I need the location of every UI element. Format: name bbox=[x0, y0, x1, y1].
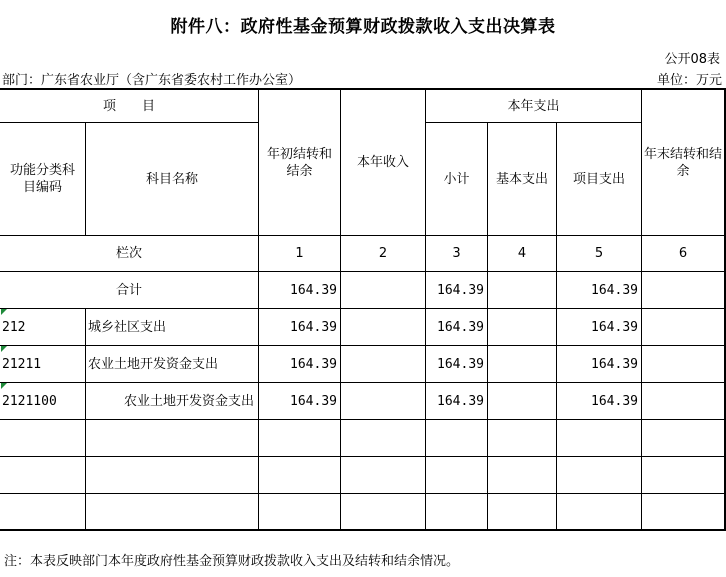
total-end-balance bbox=[642, 272, 724, 308]
row-income bbox=[341, 383, 425, 419]
row-code: 2121100 bbox=[2, 393, 57, 409]
header-func-code: 功能分类科目编码 bbox=[9, 163, 75, 195]
row-basic-expense bbox=[488, 309, 556, 345]
row-income bbox=[341, 309, 425, 345]
header-item-group: 项 目 bbox=[102, 98, 155, 114]
row-subtotal: 164.39 bbox=[437, 319, 484, 335]
header-income: 本年收入 bbox=[356, 155, 409, 170]
header-begin-balance: 年初结转和结余 bbox=[266, 146, 332, 179]
row-code: 21211 bbox=[2, 356, 42, 372]
row-project-expense: 164.39 bbox=[591, 319, 638, 335]
index-col-2: 2 bbox=[378, 246, 388, 261]
index-col-6: 6 bbox=[678, 246, 688, 261]
row-begin-balance: 164.39 bbox=[290, 356, 337, 372]
row-project-expense: 164.39 bbox=[591, 393, 638, 409]
row-begin-balance: 164.39 bbox=[290, 393, 337, 409]
total-basic-expense bbox=[488, 272, 556, 308]
row-subject-name: 农业土地开发资金支出 bbox=[88, 356, 219, 372]
row-end-balance bbox=[642, 346, 724, 382]
index-row-label: 栏次 bbox=[115, 246, 142, 261]
form-number: 公开08表 bbox=[664, 52, 720, 67]
index-col-4: 4 bbox=[517, 246, 527, 261]
row-subject-name: 城乡社区支出 bbox=[88, 319, 167, 335]
department-label: 部门：广东省农业厅（含广东省委农村工作办公室） bbox=[2, 73, 302, 88]
row-subtotal: 164.39 bbox=[437, 393, 484, 409]
total-project-expense: 164.39 bbox=[591, 282, 638, 298]
total-row-label: 合计 bbox=[115, 282, 142, 298]
row-begin-balance: 164.39 bbox=[290, 319, 337, 335]
header-end-balance: 年末结转和结余 bbox=[644, 146, 723, 179]
index-col-1: 1 bbox=[295, 246, 304, 261]
index-col-5: 5 bbox=[594, 246, 604, 261]
row-subject-name: 农业土地开发资金支出 bbox=[123, 393, 254, 409]
total-income bbox=[341, 272, 425, 308]
row-project-expense: 164.39 bbox=[591, 356, 638, 372]
total-subtotal: 164.39 bbox=[437, 282, 484, 298]
header-project-expense: 项目支出 bbox=[572, 171, 625, 187]
header-subtotal: 小计 bbox=[443, 171, 470, 187]
unit-label: 单位：万元 bbox=[656, 73, 722, 88]
index-col-3: 3 bbox=[452, 246, 461, 261]
total-begin-balance: 164.39 bbox=[290, 282, 337, 298]
footnote: 注：本表反映部门本年度政府性基金预算财政拨款收入支出及结转和结余情况。 bbox=[4, 554, 460, 569]
page-title: 附件八：政府性基金预算财政拨款收入支出决算表 bbox=[170, 17, 556, 37]
row-basic-expense bbox=[488, 346, 556, 382]
row-basic-expense bbox=[488, 383, 556, 419]
header-subject-name: 科目名称 bbox=[145, 171, 198, 187]
row-end-balance bbox=[642, 383, 724, 419]
row-income bbox=[341, 346, 425, 382]
header-expense-group: 本年支出 bbox=[507, 98, 560, 114]
header-basic-expense: 基本支出 bbox=[495, 171, 548, 187]
row-end-balance bbox=[642, 309, 724, 345]
row-code: 212 bbox=[2, 319, 26, 335]
row-subtotal: 164.39 bbox=[437, 356, 484, 372]
